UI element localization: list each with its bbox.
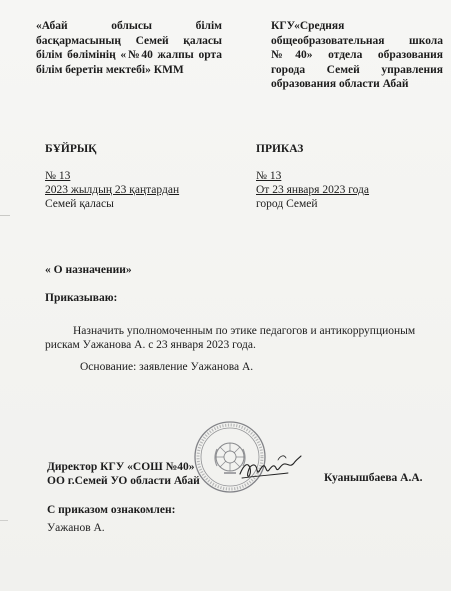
order-date-russian: От 23 января 2023 года <box>256 184 370 196</box>
order-number-kazakh: № 13 <box>45 170 71 182</box>
header-right-line: КГУ«Средняя <box>271 20 345 32</box>
body-line-1: Назначить уполномоченным по этике педагогов и антикоррупционым <box>73 325 416 337</box>
order-title-kazakh: БҰЙРЫҚ <box>45 143 97 155</box>
acknowledgement-label: С приказом ознакомлен: <box>47 504 176 516</box>
header-right-line: общеобразовательная школа <box>271 34 443 47</box>
header-left-line: білім бөлімінің «№40 жалпы орта <box>36 49 222 61</box>
signature-title-line-2: ОО г.Семей УО области Абай <box>47 475 200 487</box>
signature-title-line-1: Директор КГУ «СОШ №40» <box>47 461 195 473</box>
header-left-line: білім беретін мектебі» КММ <box>36 63 184 76</box>
order-title-russian: ПРИКАЗ <box>256 143 304 155</box>
order-city-russian: город Семей <box>256 198 318 210</box>
handwritten-signature-icon <box>238 452 302 486</box>
header-left-line: «Абай облысы білім <box>36 20 222 32</box>
order-word: Приказываю: <box>45 292 118 304</box>
signature-name: Куанышбаева А.А. <box>324 472 423 484</box>
header-right-line: образования области Абай <box>271 78 409 90</box>
order-city-kazakh: Семей қаласы <box>45 198 114 210</box>
header-right-line: №40» отдела образования <box>271 49 443 61</box>
order-number-russian: № 13 <box>256 170 282 182</box>
order-subject: « О назначении» <box>45 264 132 276</box>
fold-mark <box>0 215 10 216</box>
header-left-kazakh <box>36 19 222 77</box>
body-basis: Основание: заявление Уажанова А. <box>80 361 254 373</box>
header-left-line: басқармасының Семей қаласы <box>36 34 222 47</box>
body-line-2: рискам Уажанова А. с 23 января 2023 года. <box>45 339 256 351</box>
acknowledgement-name: Уажанов А. <box>47 522 105 534</box>
order-date-kazakh: 2023 жылдың 23 қаңтардан <box>45 184 180 196</box>
fold-mark-lower <box>0 520 8 521</box>
header-right-line: города Семей управления <box>271 63 443 76</box>
header-right-russian <box>271 19 443 92</box>
